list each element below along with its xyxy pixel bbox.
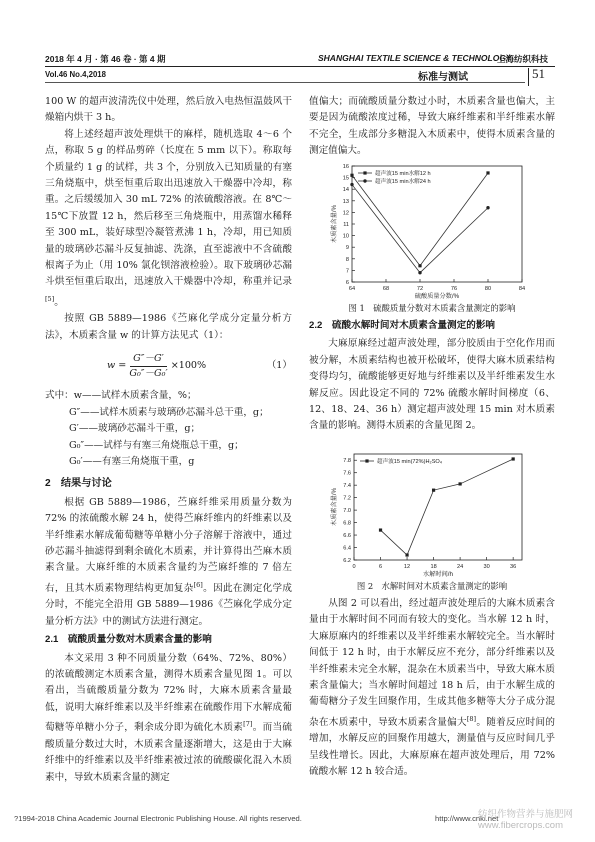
definition-line: G′——玻璃砂芯漏斗干重，g；: [69, 423, 201, 435]
journal-name-en: SHANGHAI TEXTILE SCIENCE & TECHNOLOGY: [318, 53, 512, 63]
x-axis-label: 水解时间/h: [423, 571, 453, 578]
data-point: [459, 482, 462, 485]
y-tick-label: 7.0: [343, 508, 351, 515]
series-line: [352, 185, 488, 273]
citation: [6]: [193, 580, 203, 589]
paragraph: 100 W 的超声波清洗仪中处理，然后放入电热恒温鼓风干燥箱内烘干 3 h。: [45, 96, 292, 124]
copyright-notice: ?1994-2018 China Academic Journal Electronic Publishing House. All rights reserved.: [14, 814, 302, 823]
data-point: [379, 528, 382, 531]
y-tick-label: 16: [342, 164, 349, 170]
data-point: [418, 264, 421, 267]
data-point: [486, 206, 489, 209]
x-tick-label: 64: [348, 286, 356, 292]
legend-label: 超声波15 min水解12 h: [375, 171, 431, 177]
right-column: [309, 94, 555, 160]
paragraph: 按照 GB 5889—1986《苎麻化学成分定量分析方法》，木质素含量 w 的计算方法见式（1）：: [45, 313, 292, 341]
paragraph: 值偏大；而硫酸质量分数过小时，木质素含量也偏大，主要是因为硫酸浓度过稀，导致大麻纤维素和半纤维素水解不完全，生成部分多糖混入木质素中，使得木质素含量的测定值偏大。: [309, 96, 555, 157]
series-line: [352, 173, 488, 266]
definition-line: G₀′——有塞三角烧瓶干重，g: [69, 455, 195, 467]
y-axis-label: 木质素含量/%: [331, 204, 338, 244]
paragraph-end: 。随着反应时间的增加，水解反应的回聚作用越大，测量值与反应时间几乎呈线性增长。因此，大麻原麻在超声波处理后，用 72% 硫酸水解 12 h 较合适。: [309, 717, 556, 778]
legend-label: 超声波15 min(72%)H₂SO₄: [377, 459, 443, 465]
x-tick-label: 80: [484, 286, 492, 292]
y-tick-label: 12: [342, 210, 349, 217]
subsection-heading: 2.2 硫酸水解时间对木质素含量测定的影响: [309, 320, 496, 331]
y-axis-label: 木质素含量/%: [331, 487, 338, 527]
y-tick-label: 13: [342, 198, 349, 205]
y-tick-label: 8: [345, 256, 349, 263]
data-point: [486, 171, 489, 174]
data-point: [350, 174, 353, 177]
journal-name-cn: 上海纺织科技: [497, 54, 549, 64]
watermark-cn: 纺织作物营养与施肥网: [478, 809, 574, 820]
y-tick-label: 6: [345, 280, 349, 286]
y-tick-label: 6.8: [343, 520, 351, 527]
legend-marker: [363, 171, 366, 174]
paragraph: [45, 127, 292, 312]
page-number: 51: [532, 66, 545, 81]
figure-2-caption: 图 2 水解时间对木质素含量测定的影响: [356, 581, 508, 591]
left-column: [45, 94, 292, 786]
plot-frame: [354, 454, 522, 560]
figure-2-chart: [328, 448, 528, 578]
x-tick-label: 24: [456, 564, 464, 570]
citation: [8]: [466, 714, 477, 723]
y-tick-label: 7.8: [343, 458, 351, 465]
formula-lhs: w =: [107, 360, 127, 372]
symbol-definitions: [45, 388, 292, 470]
figure-1-caption: 图 1 硫酸质量分数对木质素含量测定的影响: [348, 303, 516, 313]
x-tick-label: 36: [510, 564, 517, 570]
paragraph-text: 根据 GB 5889—1986，苎麻纤维采用质量分数为 72% 的浓硫酸水解 24 h，使得苎麻纤维内的纤维素以及半纤维素水解成葡萄糖等单糖小分子溶解于溶液中，通过砂芯漏斗抽滤得到剩余硫化木质素，并计算得出苎麻木质素含量。大麻纤维的木质素含量约为苎麻纤维的 7 倍左右，且其木质素物理结构更加复杂: [45, 496, 292, 594]
x-tick-label: 6: [378, 564, 383, 570]
header-volume: Vol.46 No.4,2018: [45, 70, 106, 79]
y-tick-label: 7.6: [343, 470, 351, 477]
y-tick-label: 6.6: [343, 533, 351, 540]
series-line: [381, 459, 514, 555]
y-tick-label: 14: [342, 187, 349, 194]
formula-number: （1）: [266, 360, 292, 372]
formula-multiplier: ×100%: [170, 360, 207, 372]
paragraph-text: 本文采用 3 种不同质量分数（64%、72%、80%）的浓硫酸测定木质素含量，测得木质素含量见图 1。可以看出，当硫酸质量分数为 72% 时，大麻木质素含量最低，说明大麻纤维素以及半纤维素在硫酸作用下水解成葡萄糖等单糖小分子，剩余成分即为硫化木质素: [45, 652, 292, 734]
formula-fraction: [129, 352, 167, 381]
legend-marker: [365, 459, 368, 462]
paragraph: 大麻原麻经过超声波处理，部分胶质由于空化作用而被分解，木质素结构也被开松破坏，使得大麻木质素结构变得均匀，硫酸能够更好地与纤维素以及半纤维素发生水解反应。因此设定不同的 72% 硫酸水解时间梯度（6、12、18、24、36 h）测定超声波处理 15 min 对木质素含量的影响。测得木质素的含量见图 2。: [309, 338, 555, 432]
paragraph-end: 。因此在测定化学成分时，不能完全沿用 GB 5889—1986《苎麻化学成分定量分析方法》中的测试方法进行测定。: [45, 582, 293, 627]
x-axis-label: 硫酸质量分数/%: [414, 293, 460, 300]
watermark-en: www.fibercrops.com: [478, 820, 563, 831]
formula-1: [45, 348, 292, 384]
section-label: 标准与测试: [418, 72, 468, 83]
paragraph-text: 从图 2 可以看出，经过超声波处理后的大麻木质素含量由于水解时间不同而有较大的变化。当水解 12 h 时，大麻原麻内的纤维素以及半纤维素水解较完全。当水解时间低于 12 h 时，由于水解反应不充分，部分纤维素以及半纤维素未完全水解，混杂在木质素当中，导致大麻木质素含量偏大；当水解时间超过 18 h 后，由于水解生成的葡萄糖分子发生回聚作用，生成其他多糖等大分子成分混杂在木质素中，导致木质素含量偏大: [309, 598, 555, 729]
footer-url[interactable]: http://www.cnki.net: [435, 814, 499, 823]
header-rule-top: [45, 66, 555, 67]
legend-marker: [363, 179, 366, 182]
paragraph: [45, 495, 292, 630]
data-point: [418, 271, 421, 274]
definition-line: G″——试样木质素与玻璃砂芯漏斗总干重，g；: [69, 406, 269, 418]
y-tick-label: 15: [342, 175, 349, 182]
x-tick-label: 72: [416, 286, 424, 292]
paragraph-end: 。: [54, 297, 64, 309]
x-tick-label: 76: [450, 286, 458, 292]
data-point: [405, 553, 408, 556]
paragraph: [309, 596, 555, 781]
paragraph: [45, 651, 292, 786]
paragraph-text: 将上述经超声波处理烘干的麻样，随机选取 4～6 个点，称取 5 g 的样品剪碎（长度在 5 mm 以下）。称取每个质量约 1 g 的试样，共 3 个，分别放入已知质量的有塞三角烧瓶中，烘至恒重后取出迅速放入干燥器中冷却，称重。之后缓缓加入 30 mL 72% 的浓硫酸溶液。在 8℃～15℃下放置 12 h，然后移至三角烧瓶中，用蒸馏水稀释至 300 mL，装好球型冷凝管煮沸 1 h，冷却，用已知质量的玻璃砂芯漏斗反复抽滤、洗涤，直至滤液中不含硫酸根离子为止（用 10% 氯化钡溶液检验）。取下玻璃砂芯漏斗烘至恒重后取出，迅速放入干燥器中冷却，称重并记录: [45, 128, 292, 288]
x-tick-label: 0: [352, 564, 356, 570]
y-tick-label: 7.2: [343, 495, 351, 502]
y-tick-label: 9: [345, 245, 349, 252]
x-tick-label: 18: [430, 564, 437, 570]
subsection-heading: 2.1 硫酸质量分数对木质素含量的影响: [45, 634, 212, 646]
x-tick-label: 12: [403, 564, 411, 570]
y-tick-label: 7.4: [343, 483, 351, 490]
x-tick-label: 68: [382, 286, 390, 292]
header-issue: 2018 年 4 月 · 第 46 卷 · 第 4 期: [45, 54, 166, 64]
section-heading: 2 结果与讨论: [45, 478, 112, 490]
y-tick-label: 6.2: [343, 558, 351, 564]
citation: [7]: [243, 720, 253, 729]
data-point: [512, 457, 515, 460]
y-tick-label: 10: [342, 233, 349, 240]
definition-line: G₀″——试样与有塞三角烧瓶总干重，g；: [69, 439, 244, 451]
legend-label: 超声波15 min水解24 h: [375, 179, 431, 185]
figure-1-chart: [328, 160, 528, 300]
right-column-bottom: [309, 596, 555, 781]
definition-line: 式中：w——试样木质素含量，%；: [45, 390, 197, 402]
y-tick-label: 7: [345, 268, 349, 275]
paragraph-end: 。而当硫酸质量分数过大时，木质素含量逐渐增大，这是由于大麻纤维中的纤维素以及半纤维素被过浓的硫酸碳化混入木质素中，导致木质素含量的测定: [45, 722, 293, 783]
data-point: [432, 489, 435, 492]
citation: [5]: [45, 294, 55, 303]
x-tick-label: 84: [518, 286, 526, 292]
data-point: [350, 183, 353, 186]
formula-denominator: G₀″－G₀′: [129, 367, 168, 379]
page-number-bar: [528, 68, 529, 86]
y-tick-label: 11: [343, 222, 349, 228]
x-tick-label: 30: [483, 564, 490, 570]
header-rule-bottom: [45, 82, 525, 83]
y-tick-label: 6.4: [343, 545, 351, 552]
right-column-mid: [309, 318, 555, 435]
formula-numerator: G″－G′: [130, 352, 167, 367]
